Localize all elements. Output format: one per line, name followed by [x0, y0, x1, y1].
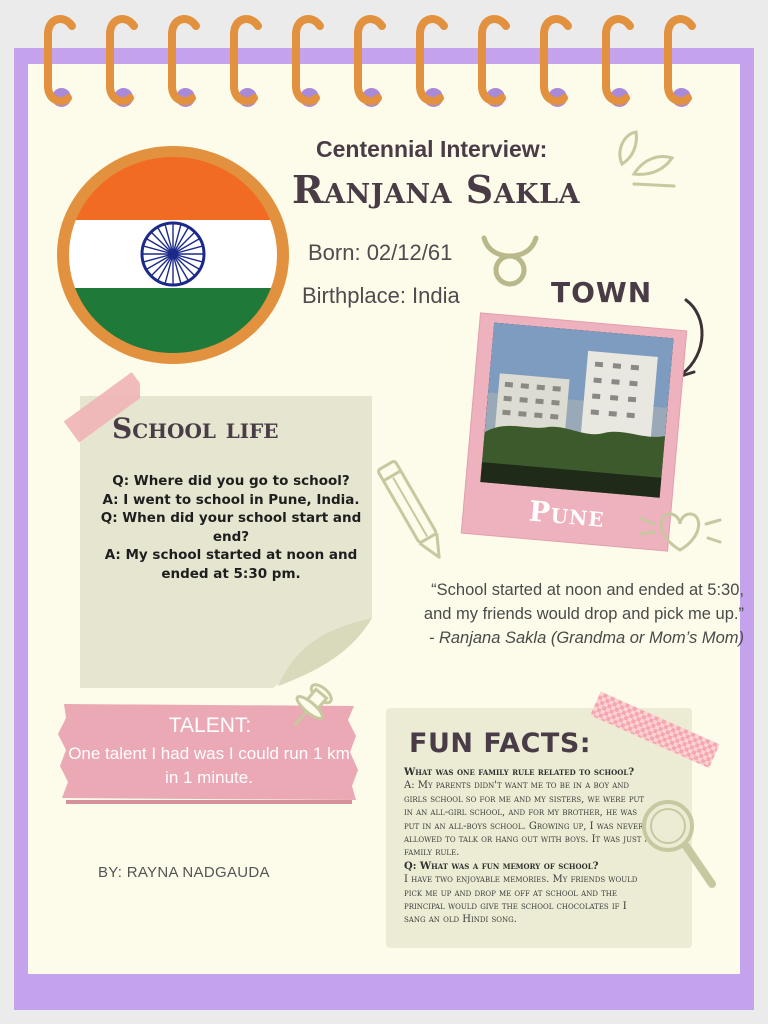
sparkle-lines-icon	[614, 128, 680, 194]
town-photo	[480, 323, 673, 498]
spiral-ring-icon	[290, 12, 334, 108]
spiral-ring-icon	[104, 12, 148, 108]
interviewee-name: Ranjana Sakla	[292, 167, 581, 212]
talent-title: TALENT:	[168, 714, 252, 737]
interview-label: Centennial Interview:	[316, 136, 548, 162]
taurus-icon	[480, 232, 540, 292]
spiral-ring-icon	[476, 12, 520, 108]
quote-line: “School started at noon and ended at 5:30,	[431, 581, 744, 599]
magnifier-icon	[636, 794, 716, 890]
page-curl-icon	[270, 616, 374, 690]
qa-line: Q: Where did you go to school?	[112, 473, 350, 489]
fun-facts-title: FUN FACTS:	[409, 728, 592, 759]
spiral-ring-icon	[166, 12, 210, 108]
tape-icon	[586, 688, 720, 770]
spiral-ring-icon	[42, 12, 86, 108]
pencil-icon	[376, 452, 450, 568]
spiral-ring-icon	[414, 12, 458, 108]
quote-line: and my friends would drop and pick me up.”	[423, 605, 744, 623]
byline: BY: RAYNA NADGAUDA	[98, 864, 270, 881]
birthplace: Birthplace: India	[302, 283, 460, 308]
spiral-ring-icon	[228, 12, 272, 108]
qa-line: A: My school started at noon and ended at 5:30 pm.	[104, 547, 358, 582]
fun-fact-answer: A: My parents didn't want me to be in a boy and girls school so for me and my sisters, we were put in an all-girl school, and for my brother, he was put in an all-boys school. Growing up, I was never allowed to talk or hang out with boys. It was just a family rule.	[404, 780, 650, 859]
quote-attribution: - Ranjana Sakla (Grandma or Mom’s Mom)	[428, 629, 744, 647]
qa-line: Q: When did your school start and end?	[100, 510, 362, 545]
spiral-ring-icon	[600, 12, 644, 108]
fun-fact-answer: I have two enjoyable memories. My friends would pick me up and drop me off at school and the principal would give the school chocolates if I sang an old Hindi song.	[404, 874, 638, 926]
heart-icon	[636, 504, 724, 556]
fun-fact-question: What was one family rule related to school?	[404, 767, 635, 778]
quote-block	[364, 578, 744, 650]
qa-line: A: I went to school in Pune, India.	[102, 491, 360, 508]
fun-facts-body	[404, 766, 650, 927]
spiral-ring-icon	[538, 12, 582, 108]
india-flag-icon	[54, 144, 292, 366]
fun-fact-question: Q: What was a fun memory of school?	[404, 860, 599, 872]
talent-text: One talent I had was I could run 1 km in 1 minute.	[68, 744, 350, 787]
town-photo-caption: Pune	[527, 494, 607, 534]
birth-date: Born: 02/12/61	[308, 240, 453, 265]
school-life-qa	[86, 472, 376, 583]
spiral-ring-icon	[662, 12, 706, 108]
school-life-title: School life	[112, 412, 279, 445]
spiral-ring-icon	[352, 12, 396, 108]
building-photo-icon	[480, 323, 673, 498]
town-label: TOWN	[551, 276, 653, 309]
